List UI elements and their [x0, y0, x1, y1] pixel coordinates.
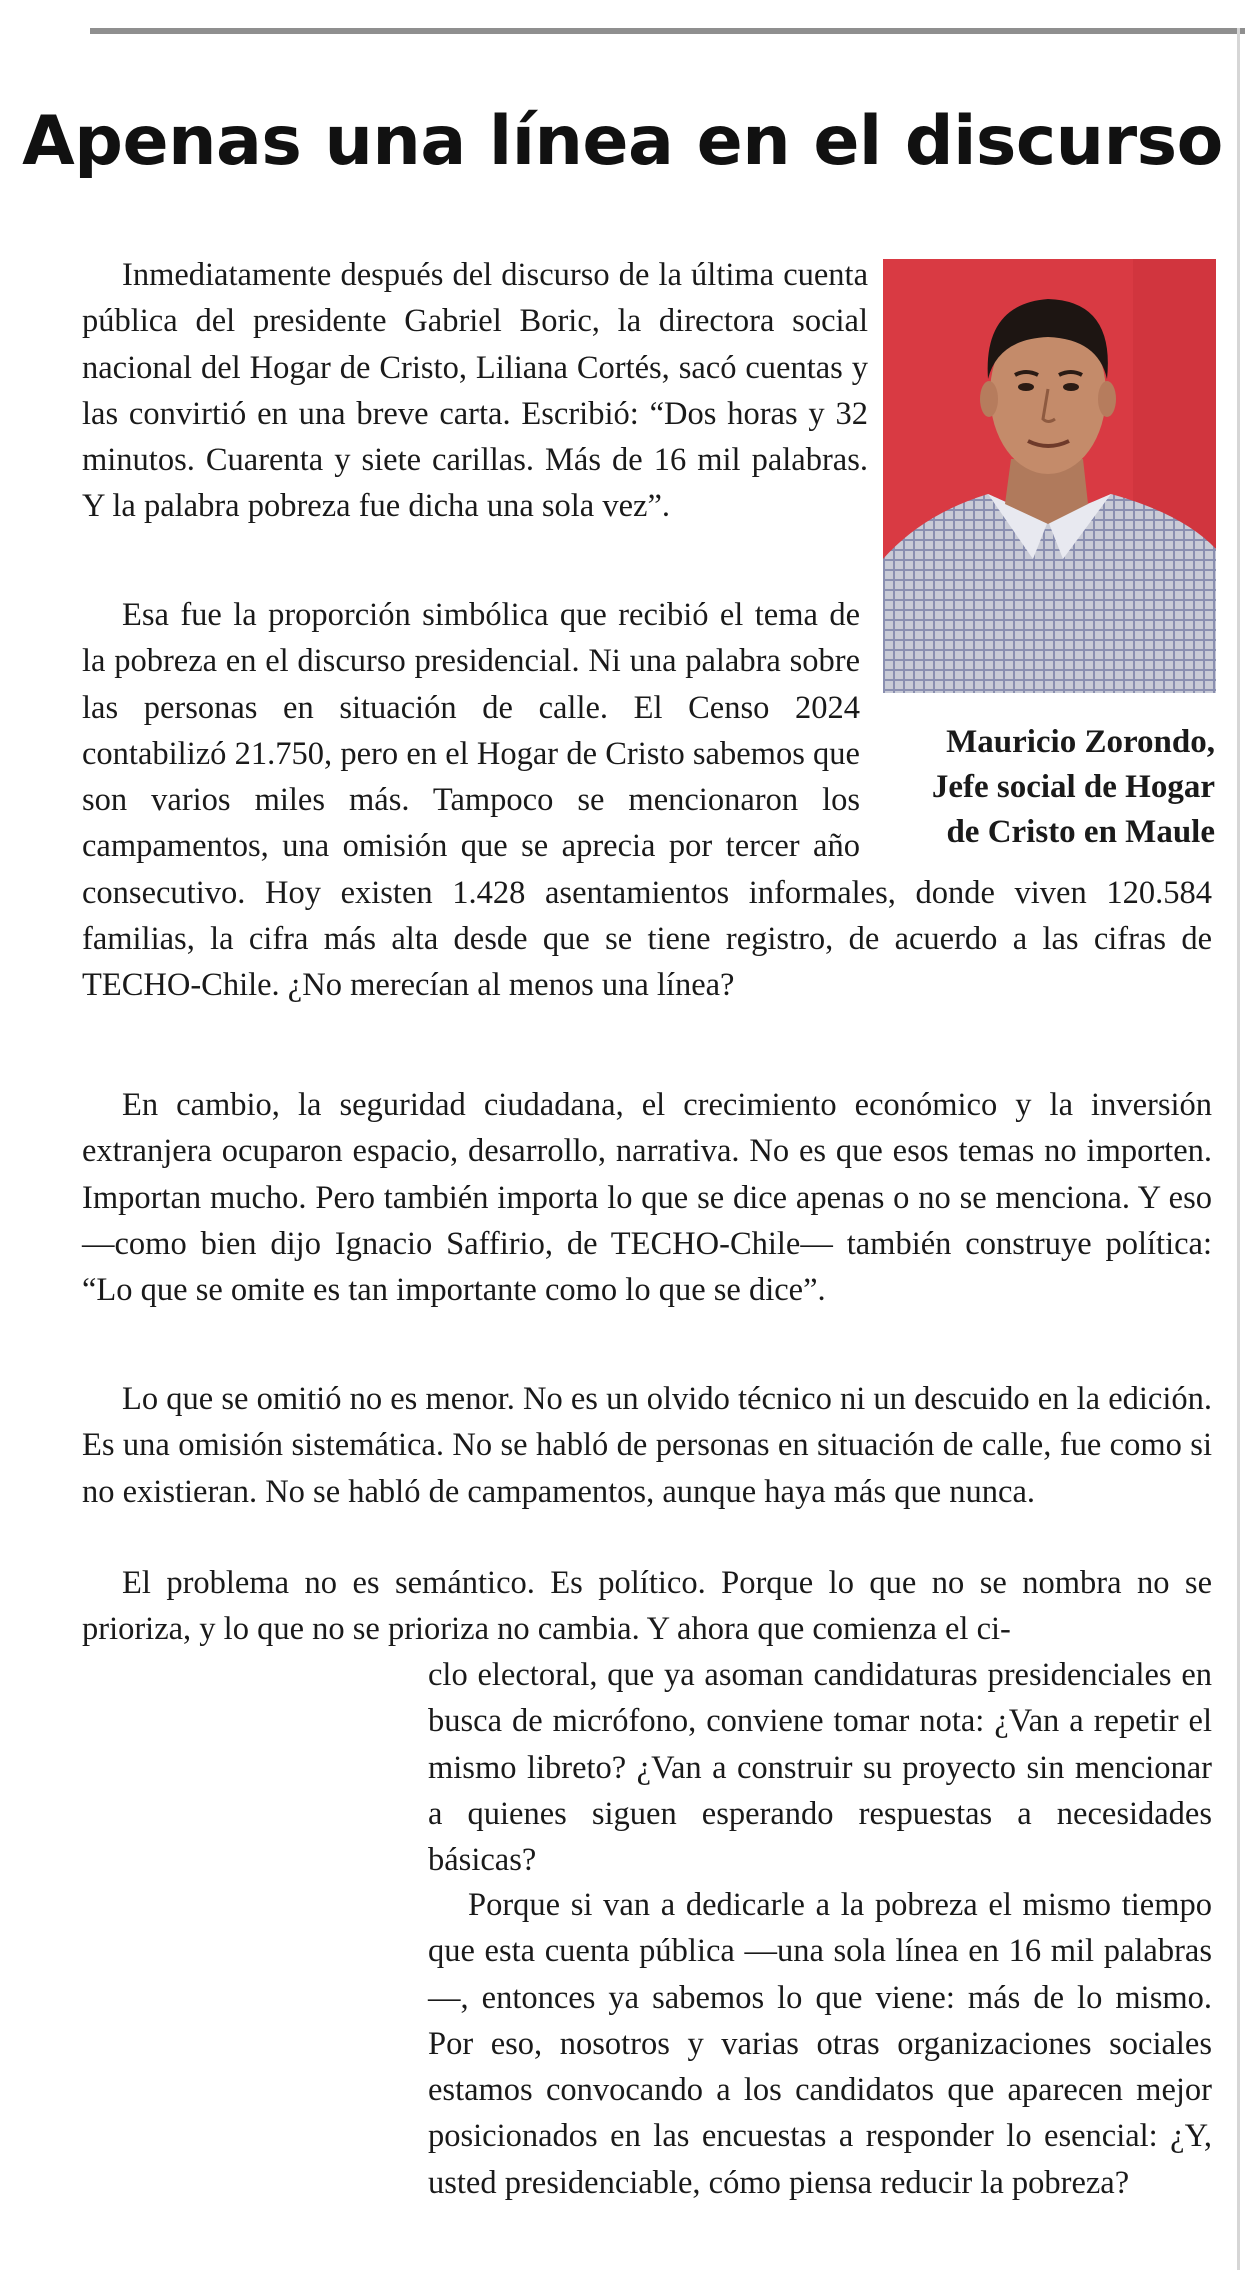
top-rule: [90, 28, 1245, 34]
article-paragraph-5: El problema no es semántico. Es político. Porque lo que no se nombra no se prioriza, y lo que no se prioriza no cambia. Y ahora que comienza el ci-: [82, 1565, 1212, 1648]
article-paragraph-2: Esa fue la proporción simbólica que recibió el tema de la pobreza en el discurso presidencial. Ni una palabra sobre las personas en situación de calle. El Censo 2024 contabilizó 21.750, pero en el Hogar de Cristo sabemos que son varios miles más. Tampoco se mencionaron los campamentos, una omisión que se aprecia por tercer año consecutivo. Hoy existen 1.428 asentamientos informales, donde viven 120.584 familias, la cifra más alta desde que se tiene registro, de acuerdo a las cifras de TECHO-Chile. ¿No merecían al menos una línea?: [82, 597, 1212, 1004]
article-paragraph-1: Inmediatamente después del discurso de la última cuenta pública del presidente Gabriel Boric, la directora social nacional del Hogar de Cristo, Liliana Cortés, sacó cuentas y las convirtió en una breve carta. Escribió: “Dos horas y 32 minutos. Cuarenta y siete carillas. Más de 16 mil palabras. Y la palabra pobreza fue dicha una sola vez”.: [82, 257, 868, 525]
caption-location: de Cristo en Maule: [946, 814, 1215, 850]
page-edge-rule: [1237, 28, 1240, 2270]
article-paragraph-3: En cambio, la seguridad ciudadana, el crecimiento económico y la inversión extranjera ocuparon espacio, desarrollo, narrativa. No es que esos temas no importen. Importan mucho. Pero también importa lo que se dice apenas o no se menciona. Y eso —como bien dijo Ignacio Saffirio, de TECHO-Chile— también construye política: “Lo que se omite es tan importante como lo que se dice”.: [82, 1087, 1212, 1309]
article-paragraph-5-continued: clo electoral, que ya asoman candidaturas presidenciales en busca de micrófono, conviene tomar nota: ¿Van a repetir el mismo libreto? ¿Van a construir su proyecto sin mencionar a quienes siguen esperando respuestas a necesidades básicas?: [428, 1657, 1212, 1879]
caption-role: Jefe social de Hogar: [931, 769, 1215, 805]
article-paragraph-6: Porque si van a dedicarle a la pobreza el mismo tiempo que esta cuenta pública —una sola línea en 16 mil palabras—, entonces ya sabemos lo que viene: más de lo mismo. Por eso, nosotros y varias otras organizaciones sociales estamos convocando a los candidatos que aparecen mejor posicionados en las encuestas a responder lo esencial: ¿Y, usted presidenciable, cómo piensa reducir la pobreza?: [428, 1887, 1212, 2201]
caption-name: Mauricio Zorondo,: [946, 724, 1215, 760]
article-paragraph-4: Lo que se omitió no es menor. No es un olvido técnico ni un descuido en la edición. Es una omisión sistemática. No se habló de personas en situación de calle, fue como si no existieran. No se habló de campamentos, aunque haya más que nunca.: [82, 1381, 1212, 1510]
article-title: Apenas una línea en el discurso: [22, 102, 1223, 181]
